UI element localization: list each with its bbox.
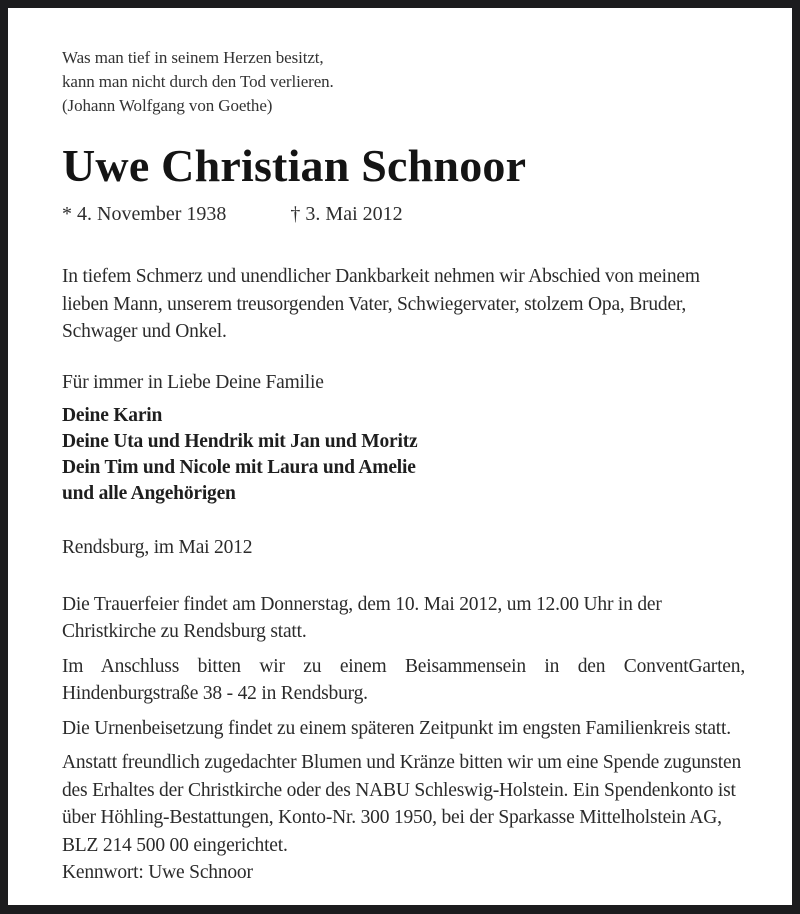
- deceased-name: Uwe Christian Schnoor: [62, 140, 527, 191]
- death-date: † 3. Mai 2012: [290, 203, 403, 225]
- opening-quote: [62, 46, 745, 118]
- donation-keyword-line: Kennwort: Uwe Schnoor: [62, 862, 253, 883]
- family-line: Deine Uta und Hendrik mit Jan und Moritz: [62, 431, 418, 452]
- family-line: Deine Karin: [62, 405, 163, 426]
- obituary-content: [8, 8, 792, 905]
- family-line: und alle Angehörigen: [62, 483, 236, 504]
- donation-paragraph: Anstatt freundlich zugedachter Blumen und Kränze bitten wir um eine Spende zugunsten des Erhaltes der Christkirche oder des NABU Schleswig-Holstein. Ein Spendenkonto ist über Höhling-Bestattungen, Konto-Nr. 300 1950, bei der Sparkasse Mittelholstein AG, BLZ 214 500 00 eingerichtet.: [62, 752, 742, 856]
- quote-line: Was man tief in seinem Herzen besitzt,: [62, 48, 324, 67]
- intro-paragraph: In tiefem Schmerz und unendlicher Dankbarkeit nehmen wir Abschied von meinem lieben Mann, unserem treusorgenden Vater, Schwiegervater, stolzem Opa, Bruder, Schwager und Onkel.: [62, 266, 700, 342]
- family-line: Dein Tim und Nicole mit Laura und Amelie: [62, 457, 416, 478]
- birth-date: * 4. November 1938: [62, 203, 227, 225]
- service-paragraph: Die Trauerfeier findet am Donnerstag, dem 10. Mai 2012, um 12.00 Uhr in der Christkirche zu Rendsburg statt.: [62, 593, 662, 642]
- life-dates: [62, 201, 745, 227]
- farewell-line: Für immer in Liebe Deine Familie: [62, 371, 324, 393]
- quote-attribution: (Johann Wolfgang von Goethe): [62, 96, 273, 115]
- quote-line: kann man nicht durch den Tod verlieren.: [62, 72, 334, 91]
- burial-paragraph: Die Urnenbeisetzung findet zu einem späteren Zeitpunkt im engsten Familienkreis statt.: [62, 717, 731, 739]
- family-signatures: [62, 403, 745, 507]
- place-date-line: Rendsburg, im Mai 2012: [62, 537, 253, 558]
- gathering-paragraph: Im Anschluss bitten wir zu einem Beisammensein in den ConventGarten, Hindenburgstraße 38 - 42 in Rendsburg.: [62, 655, 745, 704]
